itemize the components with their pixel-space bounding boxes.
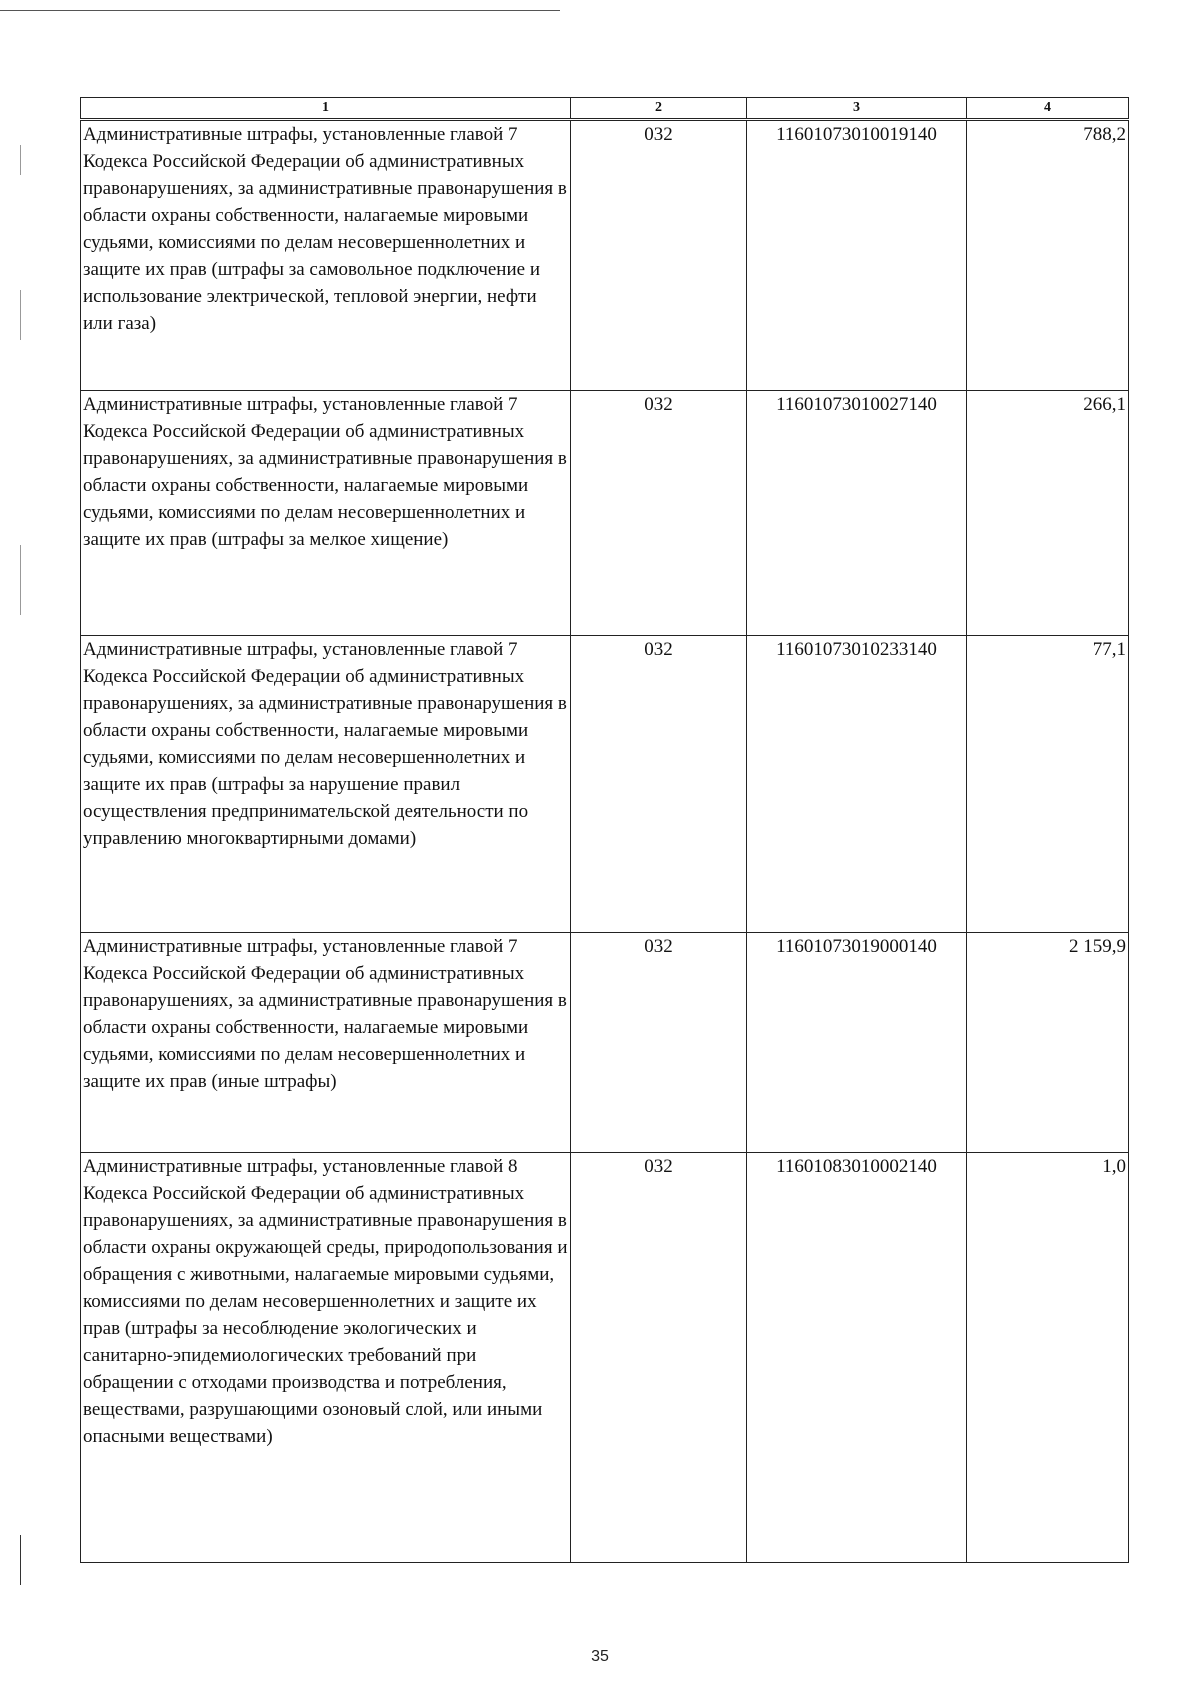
administrator-code: 032 <box>571 391 747 636</box>
administrator-code: 032 <box>571 120 747 391</box>
budget-classification-code: 11601073019000140 <box>747 933 967 1153</box>
top-edge-rule <box>0 10 560 11</box>
fine-description: Административные штрафы, установленные главой 7 Кодекса Российской Федерации об административных правонарушениях, за административные правонарушения в области охраны собственности, налагаемые мировыми судьями, комиссиями по делам несовершеннолетних и защите их прав (иные штрафы) <box>81 933 571 1153</box>
administrator-code: 032 <box>571 636 747 933</box>
budget-classification-code: 11601073010233140 <box>747 636 967 933</box>
scan-margin-mark <box>20 145 21 175</box>
table-row <box>81 391 1129 636</box>
fine-description: Административные штрафы, установленные главой 7 Кодекса Российской Федерации об административных правонарушениях, за административные правонарушения в области охраны собственности, налагаемые мировыми судьями, комиссиями по делам несовершеннолетних и защите их прав (штрафы за самовольное подключение и использование электрической, тепловой энергии, нефти или газа) <box>81 120 571 391</box>
scan-margin-mark <box>20 545 21 615</box>
amount-value: 266,1 <box>967 391 1129 636</box>
amount-value: 1,0 <box>967 1153 1129 1563</box>
fines-revenue-table <box>80 97 1129 1563</box>
budget-classification-code: 11601073010019140 <box>747 120 967 391</box>
table-header-row <box>81 98 1129 120</box>
fine-description: Административные штрафы, установленные главой 8 Кодекса Российской Федерации об административных правонарушениях, за административные правонарушения в области охраны окружающей среды, природопользования и обращения с животными, налагаемые мировыми судьями, комиссиями по делам несовершеннолетних и защите их прав (штрафы за несоблюдение экологических и санитарно-эпидемиологических требований при обращении с отходами производства и потребления, веществами, разрушающими озоновый слой, или иными опасными веществами) <box>81 1153 571 1563</box>
budget-classification-code: 11601083010002140 <box>747 1153 967 1563</box>
scan-margin-mark <box>20 1535 21 1585</box>
page-number: 35 <box>591 1648 609 1665</box>
budget-classification-code: 11601073010027140 <box>747 391 967 636</box>
table-row <box>81 120 1129 391</box>
amount-value: 788,2 <box>967 120 1129 391</box>
table-row <box>81 636 1129 933</box>
administrator-code: 032 <box>571 1153 747 1563</box>
column-header-3: 3 <box>747 98 967 120</box>
administrator-code: 032 <box>571 933 747 1153</box>
scan-margin-mark <box>20 290 21 340</box>
fine-description: Административные штрафы, установленные главой 7 Кодекса Российской Федерации об административных правонарушениях, за административные правонарушения в области охраны собственности, налагаемые мировыми судьями, комиссиями по делам несовершеннолетних и защите их прав (штрафы за мелкое хищение) <box>81 391 571 636</box>
table-row <box>81 1153 1129 1563</box>
column-header-4: 4 <box>967 98 1129 120</box>
amount-value: 2 159,9 <box>967 933 1129 1153</box>
table-row <box>81 933 1129 1153</box>
column-header-1: 1 <box>81 98 571 120</box>
column-header-2: 2 <box>571 98 747 120</box>
amount-value: 77,1 <box>967 636 1129 933</box>
fine-description: Административные штрафы, установленные главой 7 Кодекса Российской Федерации об административных правонарушениях, за административные правонарушения в области охраны собственности, налагаемые мировыми судьями, комиссиями по делам несовершеннолетних и защите их прав (штрафы за нарушение правил осуществления предпринимательской деятельности по управлению многоквартирными домами) <box>81 636 571 933</box>
